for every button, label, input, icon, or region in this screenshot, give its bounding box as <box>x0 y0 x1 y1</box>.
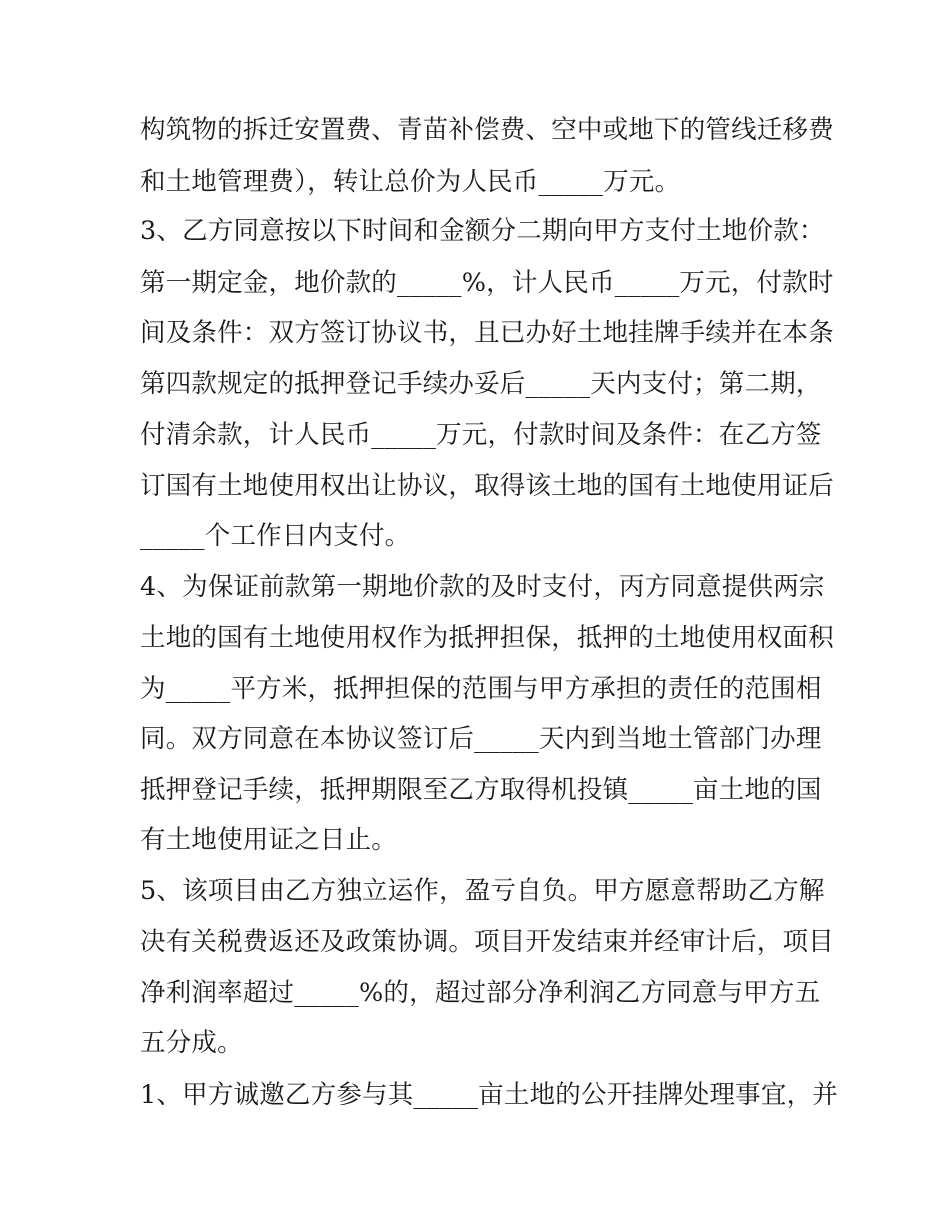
text-line: 第一期定金，地价款的_____%，计人民币_____万元，付款时 <box>140 268 834 298</box>
text-line: 构筑物的拆迁安置费、青苗补偿费、空中或地下的管线迁移费 <box>140 115 834 145</box>
text-line: 五分成。 <box>140 1028 243 1058</box>
text-line: 土地的国有土地使用权作为抵押担保，抵押的土地使用权面积 <box>140 623 834 653</box>
text-line: 4、为保证前款第一期地价款的及时支付，丙方同意提供两宗 <box>140 572 825 602</box>
text-line: 3、乙方同意按以下时间和金额分二期向甲方支付土地价款： <box>140 216 825 246</box>
text-line: 和土地管理费），转让总价为人民币_____万元。 <box>140 167 681 197</box>
text-line: 同。双方同意在本协议签订后_____天内到当地土管部门办理 <box>140 724 822 754</box>
text-line: 决有关税费返还及政策协调。项目开发结束并经审计后，项目 <box>140 927 834 957</box>
text-line: 1、甲方诚邀乙方参与其_____亩土地的公开挂牌处理事宜，并 <box>140 1080 838 1110</box>
text-line: 抵押登记手续，抵押期限至乙方取得机投镇_____亩土地的国 <box>140 775 822 805</box>
text-line: 5、该项目由乙方独立运作，盈亏自负。甲方愿意帮助乙方解 <box>140 876 825 906</box>
text-line: 有土地使用证之日止。 <box>140 825 398 855</box>
text-line: 为_____平方米，抵押担保的范围与甲方承担的责任的范围相 <box>140 674 822 704</box>
text-line: 间及条件：双方签订协议书，且已办好土地挂牌手续并在本条 <box>140 318 834 348</box>
text-line: 第四款规定的抵押登记手续办妥后_____天内支付；第二期， <box>140 369 822 399</box>
text-line: 订国有土地使用权出让协议，取得该土地的国有土地使用证后 <box>140 471 834 501</box>
text-line: 净利润率超过_____%的，超过部分净利润乙方同意与甲方五 <box>140 978 821 1008</box>
text-line: 付清余款，计人民币_____万元，付款时间及条件：在乙方签 <box>140 420 822 450</box>
text-line: _____个工作日内支付。 <box>140 521 411 551</box>
